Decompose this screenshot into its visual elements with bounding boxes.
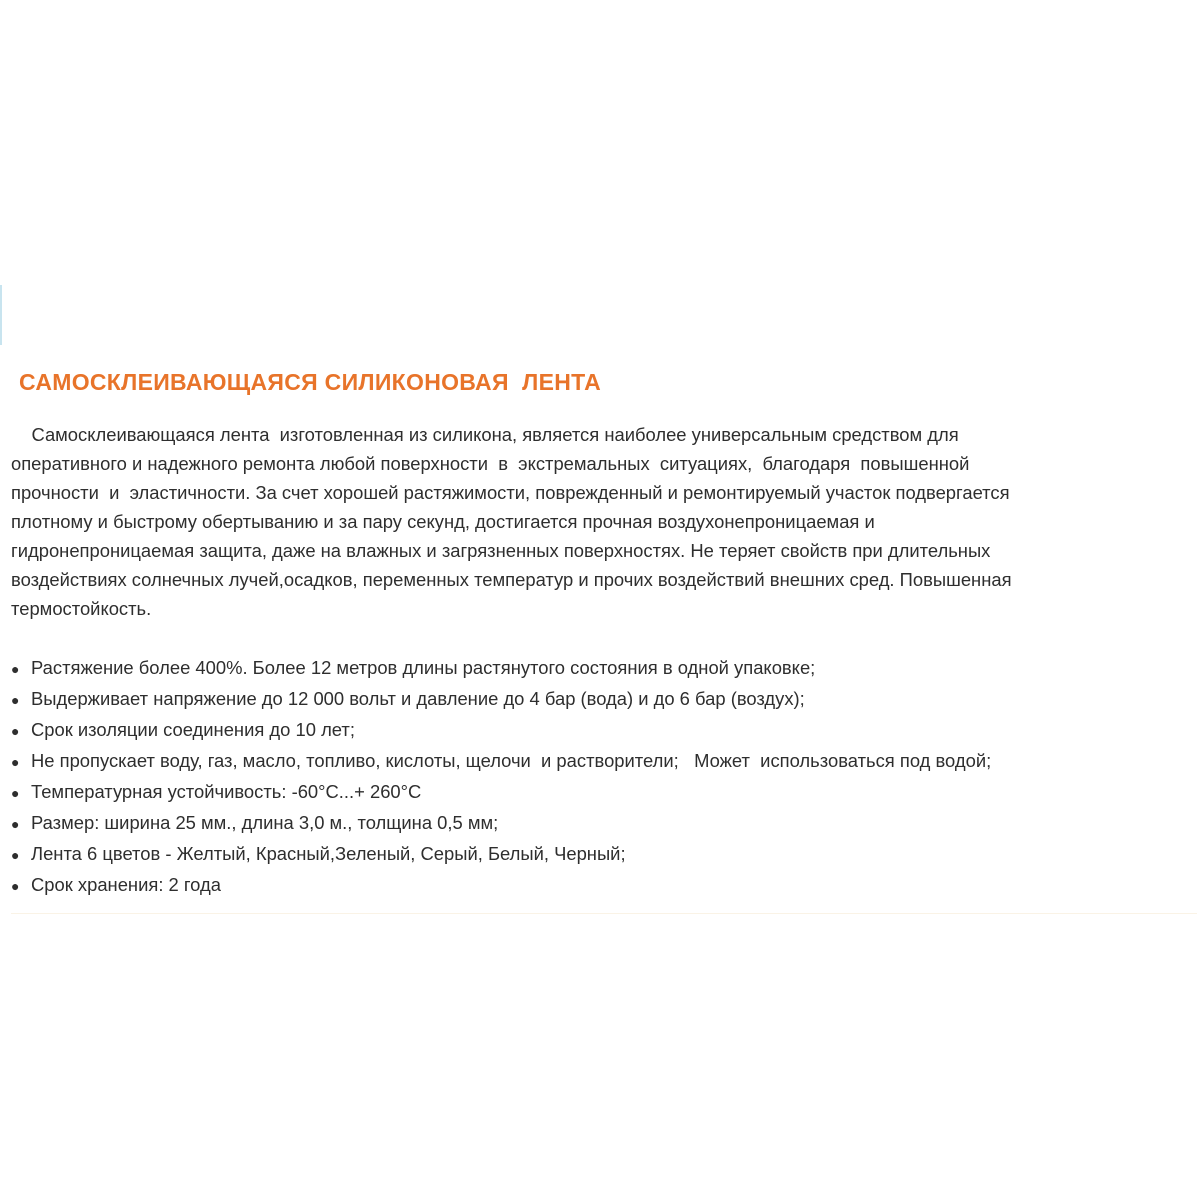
bullet-icon: ●	[11, 754, 20, 770]
bullet-icon: ●	[11, 661, 20, 677]
feature-text: Не пропускает воду, газ, масло, топливо, кислоты, щелочи и растворители; Может использоваться под водой;	[31, 750, 992, 771]
bottom-divider	[11, 913, 1197, 914]
feature-text: Срок изоляции соединения до 10 лет;	[31, 719, 355, 740]
bullet-icon: ●	[11, 878, 20, 894]
bullet-icon: ●	[11, 692, 20, 708]
feature-text: Срок хранения: 2 года	[31, 874, 221, 895]
edge-accent-mark	[0, 285, 2, 345]
product-intro-paragraph: Самосклеивающаяся лента изготовленная из силикона, является наиболее универсальным средством для оперативного и надежного ремонта любой поверхности в экстремальных ситуациях, благодаря повышенной прочности и эластичности. За счет хорошей растяжимости, поврежденный и ремонтируемый участок подвергается плотному и быстрому обертыванию и за пару секунд, достигается прочная воздухонепроницаемая и гидронепроницаемая защита, даже на влажных и загрязненных поверхностях. Не теряет свойств при длительных воздействиях солнечных лучей,осадков, переменных температур и прочих воздействий внешних сред. Повышенная термостойкость.	[11, 424, 1012, 619]
feature-list	[11, 653, 1193, 901]
product-title: САМОСКЛЕИВАЮЩАЯСЯ СИЛИКОНОВАЯ ЛЕНТА	[19, 369, 601, 395]
product-description	[11, 366, 1193, 901]
feature-item	[11, 870, 1193, 901]
bullet-icon: ●	[11, 847, 20, 863]
bullet-icon: ●	[11, 723, 20, 739]
feature-text: Растяжение более 400%. Более 12 метров длины растянутого состояния в одной упаковке;	[31, 657, 816, 678]
bullet-icon: ●	[11, 816, 20, 832]
feature-text: Температурная устойчивость: -60°С...+ 260°С	[31, 781, 422, 802]
feature-text: Выдерживает напряжение до 12 000 вольт и давление до 4 бар (вода) и до 6 бар (воздух);	[31, 688, 805, 709]
feature-text: Лента 6 цветов - Желтый, Красный,Зеленый, Серый, Белый, Черный;	[31, 843, 626, 864]
feature-item	[11, 653, 1193, 684]
feature-item	[11, 684, 1193, 715]
feature-item	[11, 808, 1193, 839]
feature-item	[11, 777, 1193, 808]
feature-item	[11, 715, 1193, 746]
feature-item	[11, 746, 1193, 777]
bullet-icon: ●	[11, 785, 20, 801]
feature-item	[11, 839, 1193, 870]
feature-text: Размер: ширина 25 мм., длина 3,0 м., толщина 0,5 мм;	[31, 812, 499, 833]
